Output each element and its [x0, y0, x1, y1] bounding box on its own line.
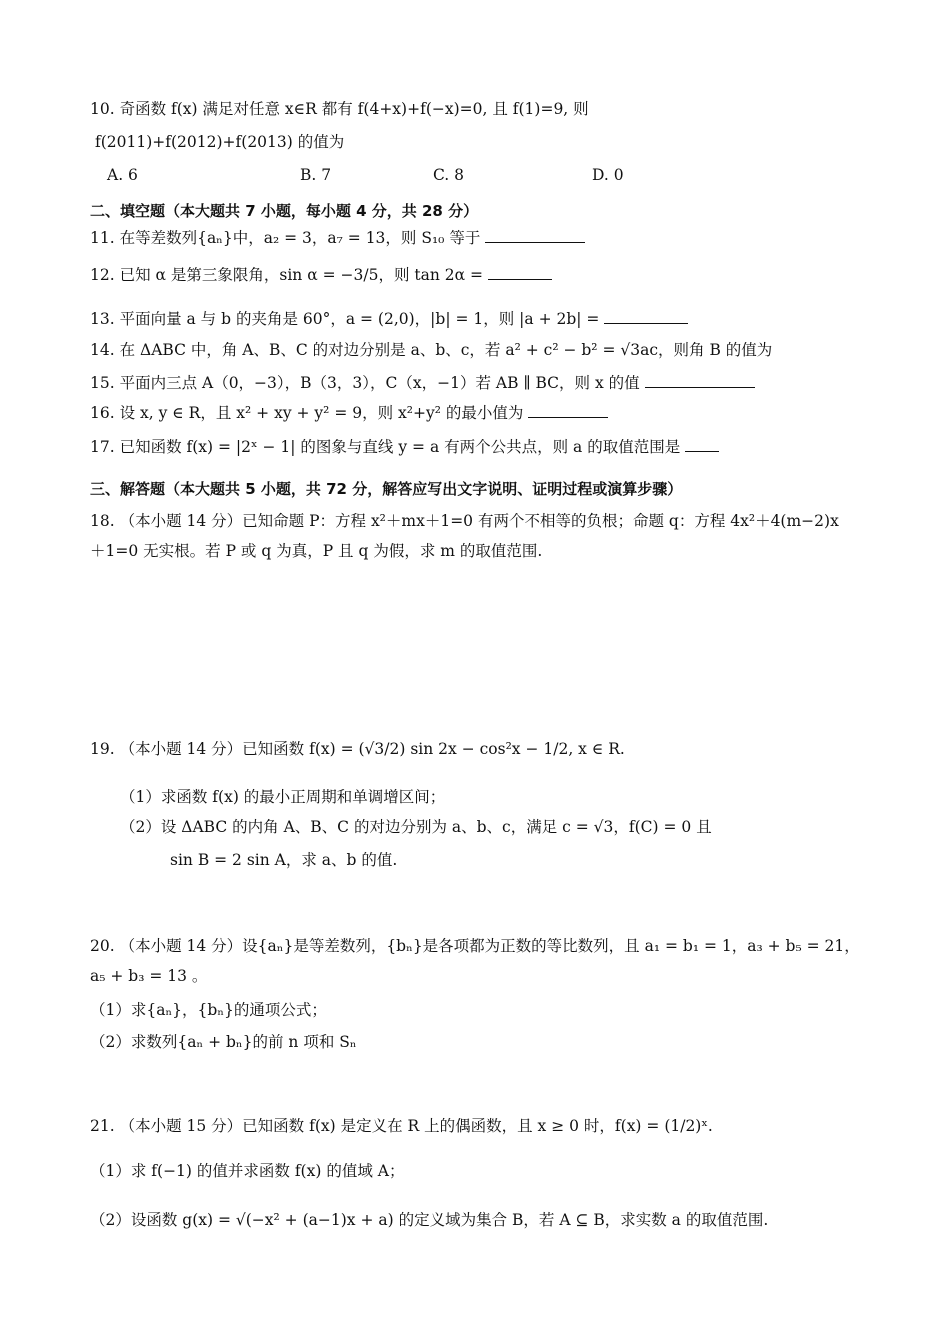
q12-text: 12. 已知 α 是第三象限角，sin α = −3/5，则 tan 2α = [90, 266, 484, 284]
q11-text: 11. 在等差数列{aₙ}中，a₂ = 3，a₇ = 13，则 S₁₀ 等于 [90, 229, 481, 247]
q21-answer-area[interactable] [90, 1240, 860, 1320]
q13-answer-blank[interactable] [604, 322, 688, 324]
q16-answer-blank[interactable] [528, 416, 608, 418]
q17 [90, 438, 719, 457]
q20-line1: 20. （本小题 14 分）设{aₙ}是等差数列，{bₙ}是各项都为正数的等比数列，且 a₁ = b₁ = 1，a₃ + b₅ = 21， [90, 937, 860, 955]
section-fill-in-heading: 二、填空题（本大题共 7 小题，每小题 4 分，共 28 分） [90, 202, 479, 220]
q10-option-c: C. 8 [433, 166, 465, 184]
q13-text: 13. 平面向量 a 与 b 的夹角是 60°，a = (2,0)，|b| = 1，则 |a + 2b| = [90, 310, 600, 328]
q14 [90, 341, 772, 360]
q21-part1: （1）求 f(−1) 的值并求函数 f(x) 的值域 A； [90, 1162, 405, 1180]
q21-part2: （2）设函数 g(x) = √(−x² + (a−1)x + a) 的定义域为集合 B，若 A ⊆ B，求实数 a 的取值范围. [90, 1211, 769, 1229]
q10-option-b: B. 7 [300, 166, 332, 184]
q10-line2: f(2011)+f(2012)+f(2013) 的值为 [95, 133, 345, 151]
q11 [90, 229, 585, 248]
q15-text: 15. 平面内三点 A（0，−3），B（3，3），C（x，−1）若 AB ∥ BC，则 x 的值 [90, 374, 640, 392]
q20-answer-area[interactable] [90, 1058, 860, 1108]
q12-answer-blank[interactable] [488, 278, 552, 280]
q10-option-d: D. 0 [592, 166, 624, 184]
q10-option-a: A. 6 [107, 166, 138, 184]
q10-line1: 10. 奇函数 f(x) 满足对任意 x∈R 都有 f(4+x)+f(−x)=0, 且 f(1)=9, 则 [90, 100, 589, 118]
q17-answer-blank[interactable] [685, 450, 719, 452]
q19-answer-area[interactable] [90, 876, 860, 926]
q17-text: 17. 已知函数 f(x) = |2ˣ − 1| 的图象与直线 y = a 有两个公共点，则 a 的取值范围是 [90, 438, 681, 456]
q13 [90, 310, 688, 329]
q16-text: 16. 设 x, y ∈ R，且 x² + xy + y² = 9，则 x²+y² 的最小值为 [90, 404, 524, 422]
q16 [90, 404, 608, 423]
q18-line1: 18. （本小题 14 分）已知命题 P：方程 x²＋mx＋1=0 有两个不相等的负根；命题 q：方程 4x²＋4(m−2)x [90, 512, 839, 530]
q12 [90, 266, 552, 285]
q19-part1: （1）求函数 f(x) 的最小正周期和单调增区间； [120, 788, 446, 806]
q19-part2b: sin B = 2 sin A，求 a、b 的值. [170, 851, 398, 869]
q20-part1: （1）求{aₙ}，{bₙ}的通项公式； [90, 1001, 327, 1019]
q15 [90, 374, 755, 393]
q19-line1: 19. （本小题 14 分）已知函数 f(x) = (√3/2) sin 2x − cos²x − 1/2, x ∈ R. [90, 740, 625, 758]
q20-line2: a₅ + b₃ = 13 。 [90, 967, 208, 985]
q15-answer-blank[interactable] [645, 386, 755, 388]
q20-part2: （2）求数列{aₙ + bₙ}的前 n 项和 Sₙ [90, 1033, 357, 1051]
q21-line1: 21. （本小题 15 分）已知函数 f(x) 是定义在 R 上的偶函数，且 x ≥ 0 时，f(x) = (1/2)ˣ. [90, 1117, 713, 1135]
q18-line2: ＋1=0 无实根。若 P 或 q 为真，P 且 q 为假，求 m 的取值范围. [90, 542, 543, 560]
q11-answer-blank[interactable] [485, 241, 585, 243]
q19-part2a: （2）设 ΔABC 的内角 A、B、C 的对边分别为 a、b、c，满足 c = √3，f(C) = 0 且 [120, 818, 712, 836]
q18-answer-area[interactable] [90, 570, 860, 720]
q14-text: 14. 在 ΔABC 中，角 A、B、C 的对边分别是 a、b、c，若 a² + c² − b² = √3ac，则角 B 的值为 [90, 341, 773, 359]
section-solutions-heading: 三、解答题（本大题共 5 小题，共 72 分，解答应写出文字说明、证明过程或演算步骤） [90, 480, 683, 498]
